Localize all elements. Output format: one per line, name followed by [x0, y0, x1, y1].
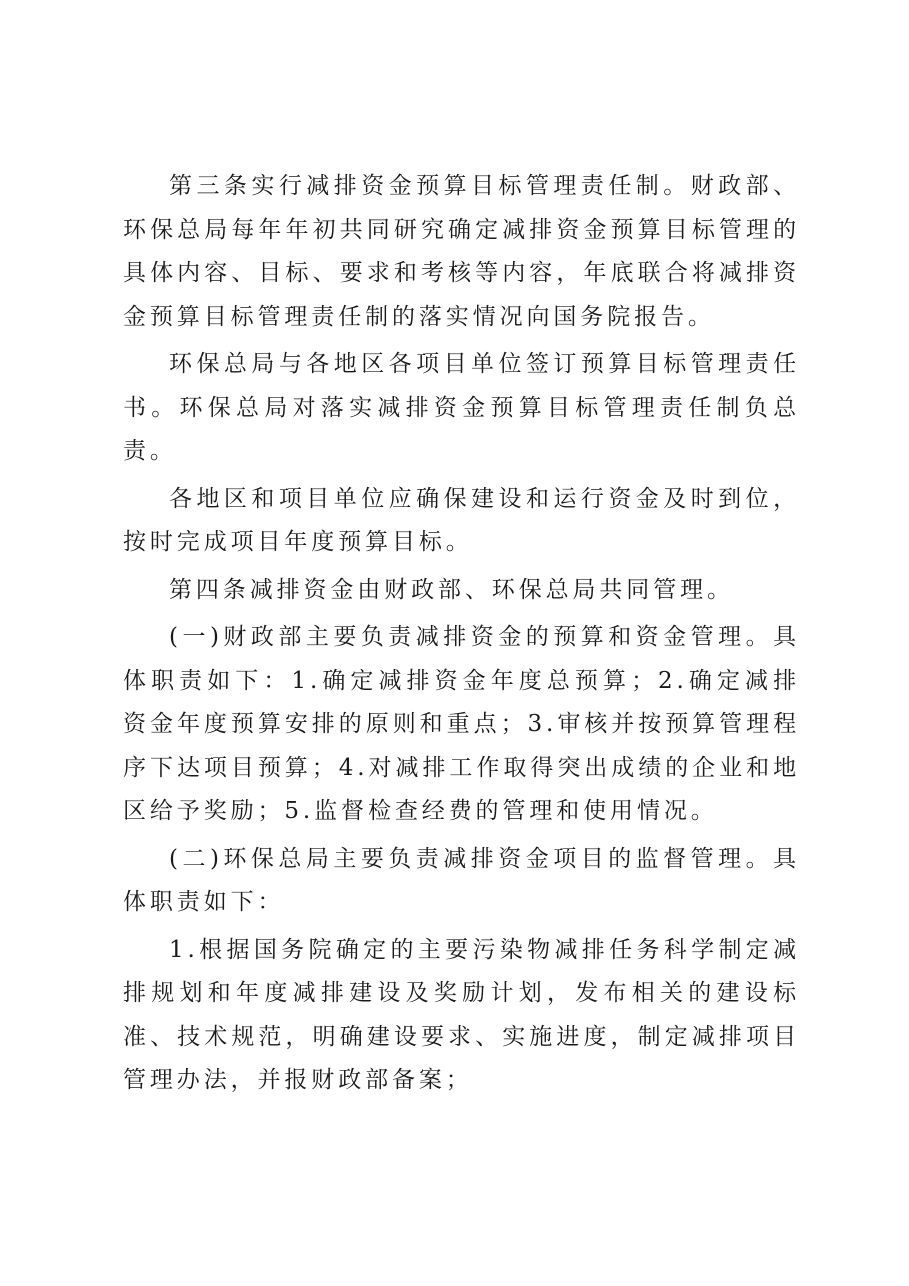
paragraph-epa-duties: (二)环保总局主要负责减排资金项目的监督管理。具体职责如下：: [123, 845, 800, 915]
paragraph-article-3: 第三条实行减排资金预算目标管理责任制。财政部、环保总局每年年初共同研究确定减排资金预算目标管理的具体内容、目标、要求和考核等内容，年底联合将减排资金预算目标管理责任制的落实情况向国务院报告。: [123, 173, 800, 330]
paragraph-article-4: 第四条减排资金由财政部、环保总局共同管理。: [169, 576, 734, 603]
paragraph-funding-in-place: 各地区和项目单位应确保建设和运行资金及时到位，按时完成项目年度预算目标。: [123, 485, 800, 555]
paragraph-finance-ministry-duties: (一)财政部主要负责减排资金的预算和资金管理。具体职责如下：1.确定减排资金年度总预算；2.确定减排资金年度预算安排的原则和重点；3.审核并按预算管理程序下达项目预算；4.对减排工作取得突出成绩的企业和地区给予奖励；5.监督检查经费的管理和使用情况。: [123, 624, 800, 824]
paragraph-responsibility-letter: 环保总局与各地区各项目单位签订预算目标管理责任书。环保总局对落实减排资金预算目标管理责任制负总责。: [123, 351, 800, 464]
paragraph-duty-item-1: 1.根据国务院确定的主要污染物减排任务科学制定减排规划和年度减排建设及奖励计划，发布相关的建设标准、技术规范，明确建设要求、实施进度，制定减排项目管理办法，并报财政部备案；: [123, 936, 800, 1093]
document-page: [123, 165, 800, 1107]
